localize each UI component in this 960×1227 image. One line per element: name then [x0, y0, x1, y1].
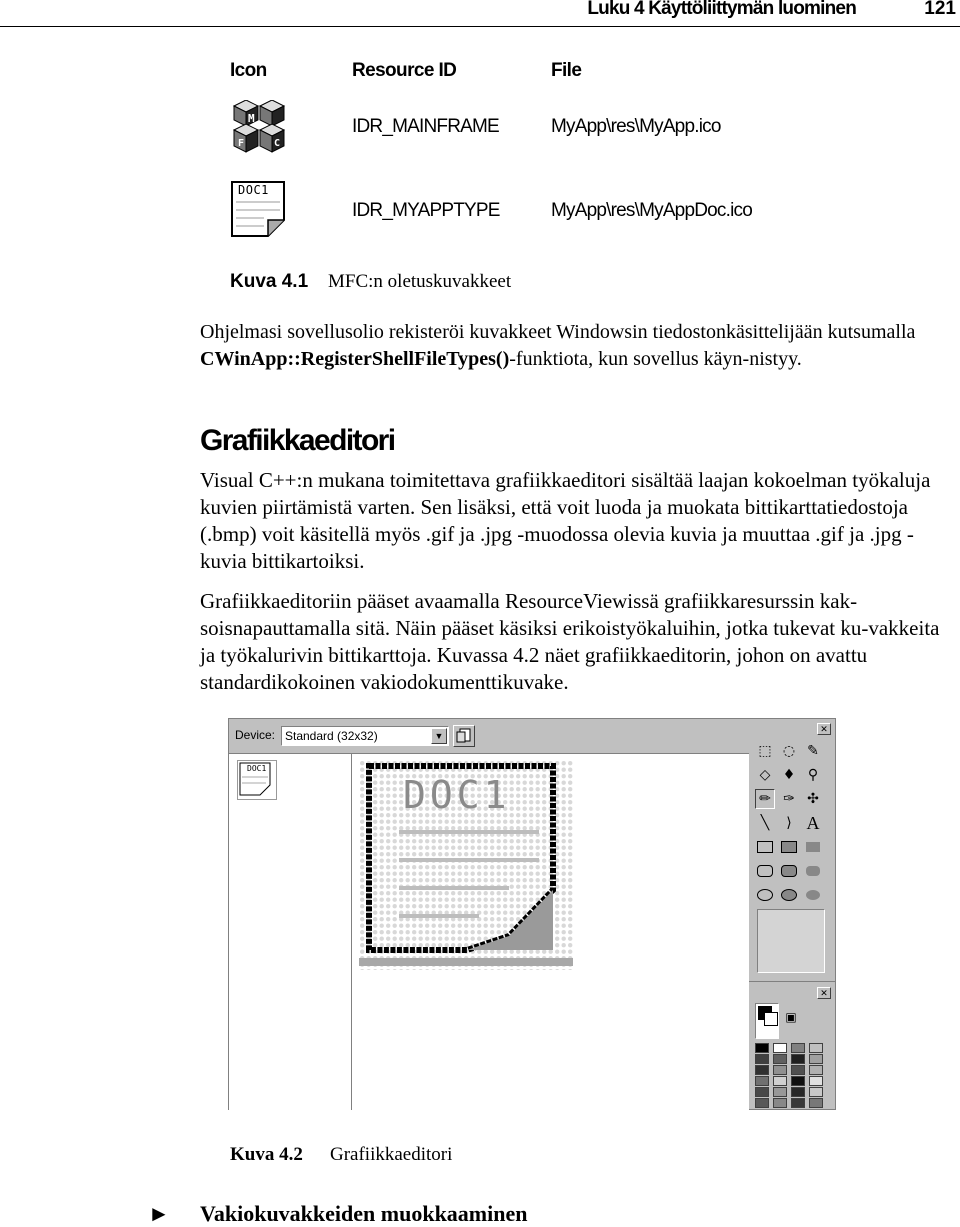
palette-swatch[interactable] [755, 1054, 769, 1064]
palette-swatch[interactable] [809, 1043, 823, 1053]
palette-swatch[interactable] [773, 1076, 787, 1086]
body-paragraph: Grafiikkaeditoriin pääset avaamalla ResourceViewissä grafiikkaresurssin kak-soisnapauttamalla sitä. Näin pääset käsiksi erikoistyökaluihin, jotka tukevat ku-vakkeita ja työkalurivin bittikarttoja. Kuvassa 4.2 näet grafiikkaeditorin, johon on avattu standardikokoinen vakiodokumenttikuvake. [200, 589, 940, 694]
palette-swatch[interactable] [773, 1065, 787, 1075]
palette-swatch[interactable] [809, 1087, 823, 1097]
color-palette [755, 1043, 831, 1107]
editor-canvas-area [229, 753, 749, 1110]
palette-swatch[interactable] [755, 1065, 769, 1075]
mfc-app-icon [230, 100, 288, 156]
column-header-icon: Icon [230, 60, 267, 81]
file-cell: MyApp\res\MyAppDoc.ico [551, 200, 752, 221]
palette-swatch[interactable] [791, 1065, 805, 1075]
palette-swatch[interactable] [773, 1054, 787, 1064]
rectangle-icon[interactable] [755, 837, 775, 857]
figure-caption-text: MFC:n oletuskuvakkeet [328, 271, 512, 292]
ellipse-icon[interactable] [755, 885, 775, 905]
running-header [0, 0, 960, 27]
solid-ellipse-icon[interactable] [803, 885, 823, 905]
function-name: CWinApp::RegisterShellFileTypes() [200, 348, 510, 370]
round-rect-icon[interactable] [755, 861, 775, 881]
device-select[interactable] [281, 726, 449, 746]
figure-caption-text: Grafiikkaeditori [330, 1144, 453, 1165]
figure-number: Kuva 4.2 [230, 1144, 303, 1165]
palette-swatch[interactable] [791, 1098, 805, 1108]
palette-swatch[interactable] [809, 1065, 823, 1075]
thumbnail-label: DOC1 [247, 764, 267, 773]
filled-rectangle-icon[interactable] [779, 837, 799, 857]
panel-divider [749, 981, 835, 982]
resource-id-cell: IDR_MYAPPTYPE [352, 200, 500, 221]
tool-options-box[interactable] [757, 909, 825, 973]
file-cell: MyApp\res\MyApp.ico [551, 116, 721, 137]
palette-swatch[interactable] [755, 1098, 769, 1108]
palette-swatch[interactable] [773, 1098, 787, 1108]
preview-thumbnail[interactable] [237, 760, 277, 800]
current-colors[interactable] [755, 1003, 779, 1039]
figure-caption [230, 271, 512, 293]
tools-panel [749, 719, 835, 1109]
background-color[interactable] [764, 1012, 778, 1026]
rect-select-icon[interactable]: ⬚ [758, 743, 772, 759]
palette-swatch[interactable] [755, 1043, 769, 1053]
palette-swatch[interactable] [809, 1098, 823, 1108]
lasso-select-icon[interactable]: ◌ [782, 743, 796, 759]
solid-rectangle-icon[interactable] [803, 837, 823, 857]
canvas-pixel-text: DOC1 [403, 773, 511, 817]
svg-text:F: F [238, 138, 245, 149]
pane-splitter[interactable] [351, 754, 352, 1110]
svg-text:C: C [274, 138, 281, 149]
new-image-icon [456, 728, 472, 744]
palette-swatch[interactable] [773, 1043, 787, 1053]
page-number: 121 [924, 0, 956, 19]
resource-id-cell: IDR_MAINFRAME [352, 116, 499, 137]
close-icon[interactable]: ✕ [817, 723, 831, 735]
pick-color-icon[interactable]: ✎ [807, 743, 819, 759]
monitor-icon[interactable]: ▣ [785, 1010, 797, 1024]
bullet-marker-icon: ► [148, 1201, 170, 1226]
brush-icon[interactable]: ✑ [783, 791, 795, 807]
column-header-file: File [551, 60, 582, 81]
airbrush-icon[interactable]: ✣ [807, 791, 819, 807]
fill-icon[interactable]: ♦ [782, 767, 796, 783]
solid-round-rect-icon[interactable] [803, 861, 823, 881]
palette-swatch[interactable] [791, 1043, 805, 1053]
close-icon[interactable]: ✕ [817, 987, 831, 999]
figure-number: Kuva 4.1 [230, 271, 309, 292]
palette-swatch[interactable] [809, 1076, 823, 1086]
body-paragraph: Visual C++:n mukana toimitettava grafiikkaeditori sisältää laajan kokoelman työkaluja kuvien piirtämistä varten. Sen lisäksi, että voit luoda ja muokata bittikarttatiedostoja (.bmp) voit käsitellä myös .gif ja .jpg -muodossa olevia kuvia ja muuttaa .gif ja .jpg -kuvia bittikartoiksi. [200, 468, 931, 573]
line-icon[interactable]: ╲ [760, 815, 770, 831]
graphics-editor-screenshot [228, 718, 836, 1110]
document-icon [230, 180, 288, 238]
palette-swatch[interactable] [791, 1054, 805, 1064]
pencil-icon[interactable]: ✏ [755, 789, 775, 809]
section-heading: Grafiikkaeditori [200, 424, 395, 457]
palette-swatch[interactable] [755, 1087, 769, 1097]
palette-swatch[interactable] [791, 1076, 805, 1086]
zoomed-pixel-grid[interactable] [359, 760, 573, 970]
text-tool-icon[interactable]: A [806, 812, 820, 833]
curve-icon[interactable]: ⟩ [786, 815, 792, 831]
palette-swatch[interactable] [755, 1076, 769, 1086]
palette-swatch[interactable] [791, 1087, 805, 1097]
document-icon-label: DOC1 [238, 183, 269, 197]
device-select-value: Standard (32x32) [285, 729, 378, 743]
bullet-heading [148, 1201, 528, 1227]
new-device-image-button[interactable] [453, 725, 475, 747]
figure-caption [230, 1144, 453, 1166]
column-header-resource-id: Resource ID [352, 60, 457, 81]
bullet-heading-text: Vakiokuvakkeiden muokkaaminen [200, 1201, 528, 1226]
chevron-down-icon[interactable]: ▼ [431, 728, 447, 744]
palette-swatch[interactable] [773, 1087, 787, 1097]
chapter-title: Luku 4 Käyttöliittymän luominen [587, 0, 856, 19]
filled-round-rect-icon[interactable] [779, 861, 799, 881]
magnify-icon[interactable]: ⚲ [807, 767, 819, 783]
eraser-icon[interactable]: ◇ [759, 767, 771, 783]
palette-swatch[interactable] [809, 1054, 823, 1064]
device-label: Device: [235, 728, 276, 742]
body-paragraph [200, 319, 940, 373]
paragraph-text: -funktiota, kun sovellus käyn-nistyy. [509, 348, 802, 370]
editor-toolbar [229, 719, 749, 753]
paragraph-text: Ohjelmasi sovellusolio rekisteröi kuvakkeet Windowsin tiedostonkäsittelijään kutsumalla [200, 321, 916, 343]
filled-ellipse-icon[interactable] [779, 885, 799, 905]
svg-text:M: M [248, 112, 255, 125]
